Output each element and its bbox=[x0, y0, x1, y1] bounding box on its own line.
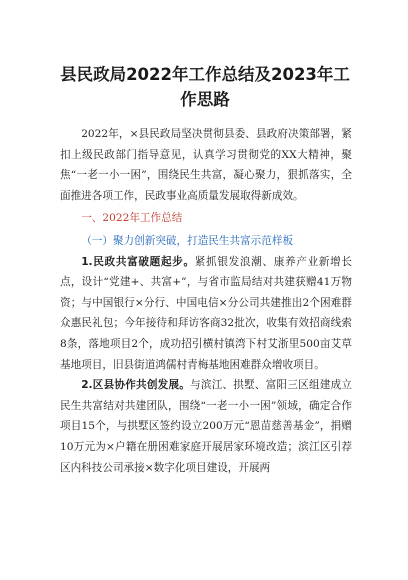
item-2-lead: 2.区县协作共创发展。 bbox=[81, 379, 191, 392]
item-1-paragraph bbox=[60, 252, 352, 376]
section-heading: 一、2022年工作总结 bbox=[81, 212, 183, 225]
subsection-heading: （一）聚力创新突破，打造民生共富示范样板 bbox=[81, 234, 294, 247]
item-1-text: 紧抓银发浪潮、康养产业新增长点，设计“党建+、共富+”，与省市监局结对共建获赠41万物资；与中国银行×分行、中国电信×分公司共建推出2个困难群众惠民礼包；今年接待和拜访客商32批次，收集有效招商线索8条，落地项目2个，成功招引横村镇湾下村艾浙里500亩艾草基地项目，旧县街道鸿儒村青梅基地困难群众增收项目。 bbox=[60, 255, 352, 371]
item-1-lead: 1.民政共富破题起步。 bbox=[81, 255, 195, 268]
document-body bbox=[60, 124, 352, 478]
item-2-text: 与滨江、拱墅、富阳三区组建成立民生共富结对共建团队，围绕“一老一小一困”领域，确定合作项目15个，与拱墅区签约设立200万元“恩苗慈善基金”，捐赠10万元为×户籍在册困难家庭开展居家环境改造；滨江区引荐区内科技公司承接×数字化项目建设，开展两 bbox=[60, 379, 352, 474]
document-title bbox=[60, 62, 350, 112]
intro-paragraph: 2022年，×县民政局坚决贯彻县委、县政府决策部署，紧扣上级民政部门指导意见，认真学习贯彻党的XX大精神，聚焦“一老一小一困”，围绕民生共富，凝心聚力，狠抓落实，全面推进各项工作，民政事业高质量发展取得新成效。 bbox=[60, 128, 352, 202]
item-2-paragraph bbox=[60, 375, 352, 478]
title-line-1: 县民政局2022年工作总结及2023年工 bbox=[60, 65, 350, 84]
title-line-2: 作思路 bbox=[180, 90, 230, 109]
